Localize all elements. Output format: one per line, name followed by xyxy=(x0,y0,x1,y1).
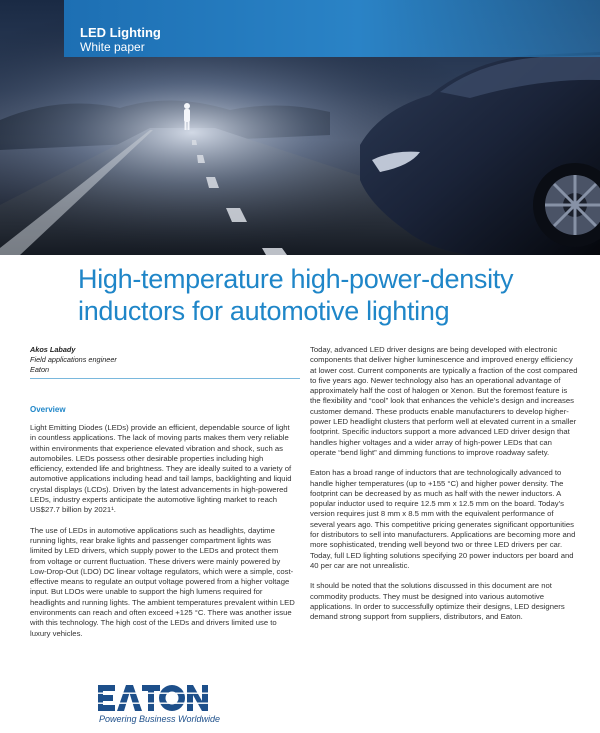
author-block xyxy=(30,345,117,375)
right-column xyxy=(310,345,580,632)
eaton-logo-icon xyxy=(98,683,208,713)
divider xyxy=(30,378,300,379)
paragraph: Today, advanced LED driver designs are being developed with electronic components that deliver higher luminescence and improved energy efficiency at lower cost. Current components are typically a fraction of the cost compared to five years ago. Newer technology also has an operational advantage of approximately half the cost of halogen or Xenon. But the foremost feature is the flexibility and “cool” look that enhances the vehicle’s design and increases customer demand. These products enable manufacturers to develop higher-power LED headlight clusters that perform well at elevated current in a smaller footprint. Specific inductors support a more advanced LED driver design that handles higher voltages and a wider array of high-power LEDs that can operate “bend light” and dimming functions to improve roadway safety. xyxy=(310,345,578,457)
paragraph: The use of LEDs in automotive applications such as headlights, daytime running lights, rear brake lights and passenger compartment lights was limited by LED drivers, which supply power to the LEDs and protect them from voltage or current fluctuation. These drivers were mainly powered by Low-Drop-Out (LDO) DC linear voltage regulators, which were a simple, cost-effective means to regulate an output voltage powered from a higher voltage input. But LDOs were unable to support the high lumens required for headlights and running lights. The ambient temperatures prevalent within LED environments can reach and often exceed +125 °C. There was another issue with this technology. The high cost of the LEDs and drivers limited use to luxury vehicles. xyxy=(30,525,295,638)
paragraph: Eaton has a broad range of inductors that are technologically advanced to handle higher temperatures (up to +155 °C) and higher power density. The footprint can be decreased by as much as half with the newer inductors. A popular inductor used to require 12.5 mm x 12.5 mm on the board. Today’s version requires just 8 mm x 8.5 mm with the equivalent performance of several years ago. This competitive pricing generates significant opportunities for distributors to sell into manufacturers. Applications are becoming more and more sophisticated, trending well beyond two or three LED drivers per car. Today, full LED lighting solutions specifying 20 power inductors per board and 40 per car are not unrealistic. xyxy=(310,468,576,570)
page-title: High-temperature high-power-density inductors for automotive lighting xyxy=(78,264,514,326)
author-name: Akos Labady xyxy=(30,345,76,354)
paragraph: Light Emitting Diodes (LEDs) provide an efficient, dependable source of light in countless applications. The lack of moving parts makes them very reliable within environments that experience elevated vibration and shock, such as automobiles. LEDs possess other desirable properties including high efficiency, extended life and brightness. They are ideally suited to a variety of automotive applications including head and tail lamps, backlighting and liquid crystal displays (LCDs). Driven by the latest advancements in high-powered LEDs, industry experts anticipate the automotive lighting market to reach US$27.7 billion by 2021¹. xyxy=(30,423,292,515)
company-tagline: Powering Business Worldwide xyxy=(99,714,221,724)
paragraph: It should be noted that the solutions discussed in this document are not commodity products. They must be designed into various automotive applications. In order to successfully optimize their designs, LED designers demand strong support from suppliers, distributors, and Eaton. xyxy=(310,581,565,622)
document-type: White paper xyxy=(80,40,145,54)
author-role: Field applications engineer xyxy=(30,355,117,364)
left-column xyxy=(30,405,295,649)
document-category: LED Lighting xyxy=(80,25,161,40)
section-heading-overview: Overview xyxy=(30,405,66,414)
author-company: Eaton xyxy=(30,365,50,374)
